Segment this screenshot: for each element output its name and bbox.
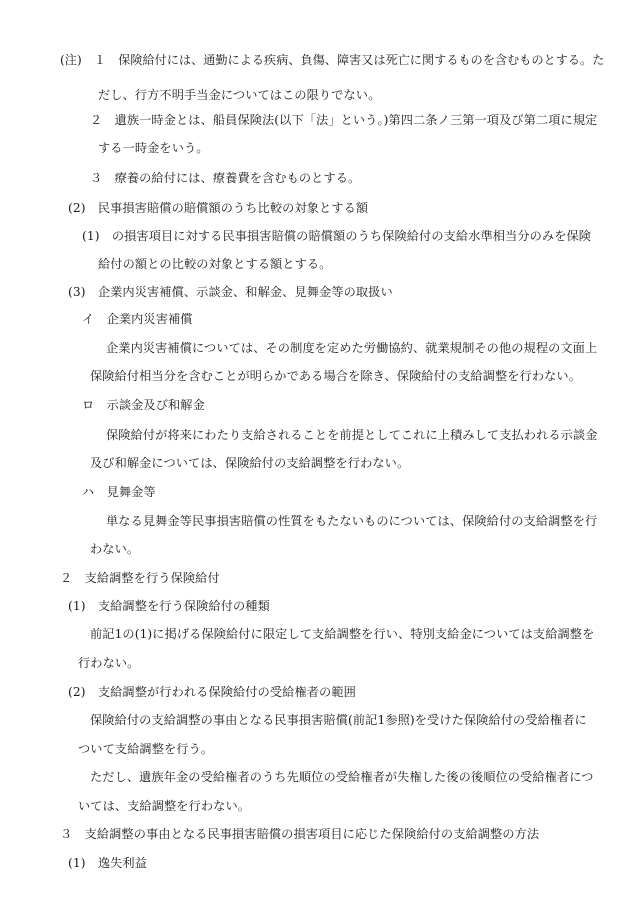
section-2-1-para-line-2: 行わない。 <box>78 656 140 670</box>
section-2-2-para-1-line-2: ついて支給調整を行う。 <box>78 742 214 756</box>
section-2-2-heading: (2) 支給調整が行われる保険給付の受給権者の範囲 <box>68 685 356 699</box>
note-2-line-1: ２ 遺族一時金とは、船員保険法(以下「法」という。)第四二条ノ三第一項及び第二項に規定 <box>90 113 598 127</box>
item-i-para-line-2: 保険給付相当分を含むことが明らかである場合を除き、保険給付の支給調整を行わない。 <box>90 369 582 383</box>
note-2-line-2: する一時金をいう。 <box>98 141 209 155</box>
item-ha-para-line-1: 単なる見舞金等民事損害賠償の性質をもたないものについては、保険給付の支給調整を行 <box>106 514 598 528</box>
item-ro-heading: ロ 示談金及び和解金 <box>82 398 205 412</box>
section-3-heading: ３ 支給調整の事由となる民事損害賠償の損害項目に応じた保険給付の支給調整の方法 <box>60 827 540 841</box>
note-3-line: ３ 療養の給付には、療養費を含むものとする。 <box>90 171 361 185</box>
section-2-2-para-1-line-1: 保険給付の支給調整の事由となる民事損害賠償(前記1参照)を受けた保険給付の受給権者に <box>90 713 587 727</box>
section-2-1-para-line-1: 前記1の(1)に掲げる保険給付に限定して支給調整を行い、特別支給金については支給調整を <box>90 627 595 641</box>
item-i-heading: イ 企業内災害補償 <box>82 312 193 326</box>
section-1-3-heading: (3) 企業内災害補償、示談金、和解金、見舞金等の取扱い <box>68 285 393 299</box>
item-ha-heading: ハ 見舞金等 <box>82 485 156 499</box>
item-ro-para-line-1: 保険給付が将来にわたり支給されることを前提としてこれに上積みして支払われる示談金 <box>106 428 598 442</box>
note-1-line-2: だし、行方不明手当金についてはこの限りでない。 <box>98 88 381 102</box>
section-1-2-para-line-1: (1) の損害項目に対する民事損害賠償の賠償額のうち保険給付の支給水準相当分のみを保険 <box>82 229 592 243</box>
section-2-heading: ２ 支給調整を行う保険給付 <box>60 571 220 585</box>
item-ro-para-line-2: 及び和解金については、保険給付の支給調整を行わない。 <box>90 456 410 470</box>
section-1-2-heading: (2) 民事損害賠償の賠償額のうち比較の対象とする額 <box>68 201 369 215</box>
section-2-2-para-2-line-1: ただし、遺族年金の受給権者のうち先順位の受給権者が失権した後の後順位の受給権者につ <box>90 770 594 784</box>
item-ha-para-line-2: わない。 <box>90 542 140 556</box>
section-2-2-para-2-line-2: いては、支給調整を行わない。 <box>78 799 251 813</box>
section-1-2-para-line-2: 給付の額との比較の対象とする額とする。 <box>98 257 332 271</box>
item-i-para-line-1: 企業内災害補償については、その制度を定めた労働協約、就業規制その他の規程の文面上 <box>106 341 598 355</box>
section-3-1-heading: (1) 逸失利益 <box>68 856 148 870</box>
section-2-1-heading: (1) 支給調整を行う保険給付の種類 <box>68 599 270 613</box>
note-1-line-1: (注) １ 保険給付には、通勤による疾病、負傷、障害又は死亡に関するものを含むものとする。た <box>60 53 605 67</box>
